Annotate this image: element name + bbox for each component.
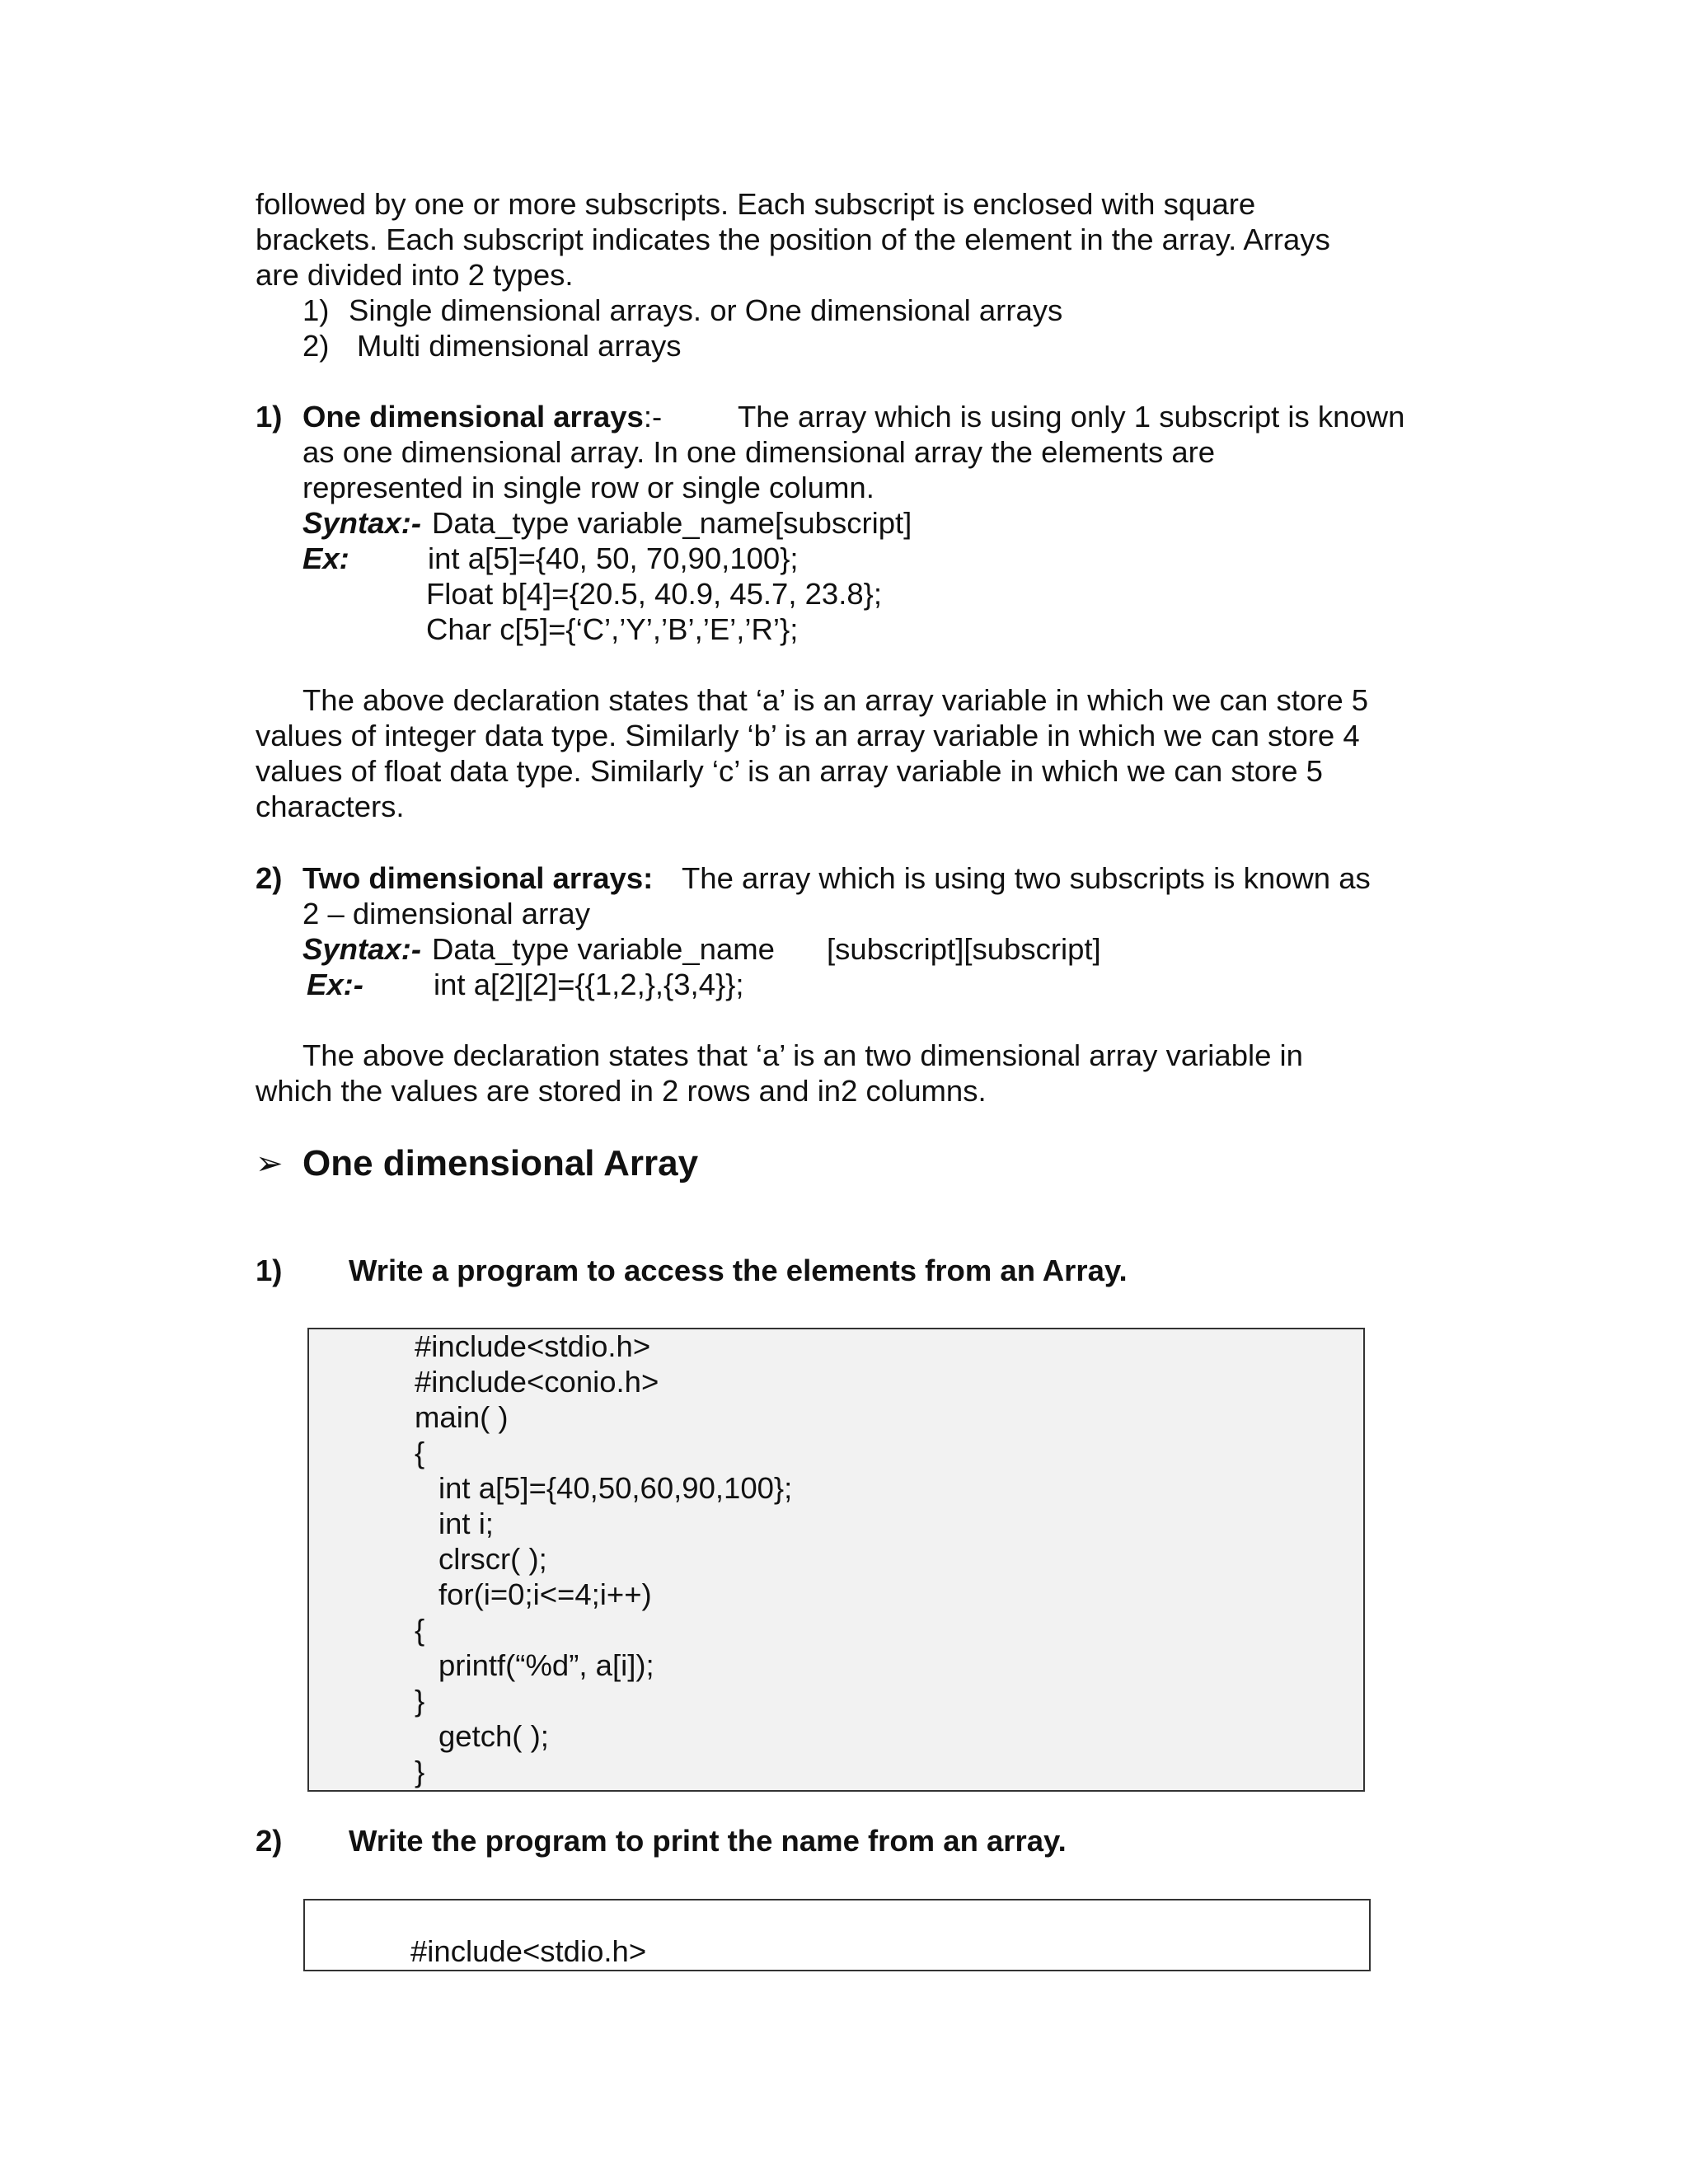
- section2-syntax-label: Syntax:-: [302, 932, 422, 966]
- intro-list-item-2: Multi dimensional arrays: [357, 329, 682, 363]
- intro-line-1: followed by one or more subscripts. Each subscript is enclosed with square: [256, 187, 1256, 221]
- code-line: main( ): [415, 1400, 509, 1434]
- section1-para-line-4: characters.: [256, 790, 405, 823]
- intro-list-num-2: 2): [302, 329, 330, 363]
- arrow-bullet-icon: ➢: [256, 1146, 284, 1182]
- section2-ex-label: Ex:-: [307, 968, 363, 1001]
- code-line: }: [415, 1684, 425, 1718]
- intro-line-3: are divided into 2 types.: [256, 258, 574, 292]
- section2-line-1: The array which is using two subscripts is known as: [682, 861, 1371, 895]
- section1-line-1: The array which is using only 1 subscript is known: [738, 400, 1405, 434]
- code-line: {: [415, 1436, 425, 1469]
- code-line: }: [415, 1755, 425, 1788]
- program2-title: Write the program to print the name from an array.: [349, 1824, 1067, 1858]
- code-line: getch( );: [438, 1719, 549, 1753]
- code-line: int i;: [438, 1507, 494, 1540]
- section1-example-1: int a[5]={40, 50, 70,90,100};: [428, 541, 799, 575]
- section2-example: int a[2][2]={{1,2,},{3,4}};: [434, 968, 744, 1001]
- section-heading: One dimensional Array: [302, 1143, 699, 1183]
- section2-number: 2): [256, 861, 283, 895]
- section1-syntax-label: Syntax:-: [302, 506, 422, 540]
- intro-list-item-1: Single dimensional arrays. or One dimensional arrays: [349, 293, 1063, 327]
- code-line: int a[5]={40,50,60,90,100};: [438, 1471, 793, 1505]
- code-line: #include<conio.h>: [415, 1365, 659, 1399]
- section1-example-2: Float b[4]={20.5, 40.9, 45.7, 23.8};: [426, 577, 883, 611]
- section1-title-suffix: :-: [643, 400, 663, 434]
- program1-title: Write a program to access the elements from an Array.: [349, 1254, 1128, 1287]
- section1-para-line-2: values of integer data type. Similarly ‘b’ is an array variable in which we can store 4: [256, 719, 1360, 752]
- code-line: #include<stdio.h>: [410, 1934, 647, 1968]
- code-line: clrscr( );: [438, 1542, 547, 1576]
- program1-number: 1): [256, 1254, 283, 1287]
- code-line: #include<stdio.h>: [415, 1329, 651, 1363]
- section2-para-line-2: which the values are stored in 2 rows and in2 columns.: [256, 1074, 987, 1108]
- program2-number: 2): [256, 1824, 283, 1858]
- code-line: printf(“%d”, a[i]);: [438, 1648, 654, 1682]
- code-line: for(i=0;i<=4;i++): [438, 1577, 652, 1611]
- section2-title: Two dimensional arrays:: [302, 861, 654, 895]
- intro-line-2: brackets. Each subscript indicates the position of the element in the array. Arrays: [256, 223, 1330, 256]
- section1-ex-label: Ex:: [302, 541, 349, 575]
- section1-line-2: as one dimensional array. In one dimensional array the elements are: [302, 435, 1216, 469]
- intro-list-num-1: 1): [302, 293, 330, 327]
- code-line: {: [415, 1613, 425, 1647]
- section1-para-line-1: The above declaration states that ‘a’ is an array variable in which we can store 5: [302, 683, 1369, 717]
- section1-title: One dimensional arrays: [302, 400, 644, 434]
- section2-syntax-text-1: Data_type variable_name: [432, 932, 775, 966]
- section1-para-line-3: values of float data type. Similarly ‘c’ is an array variable in which we can store 5: [256, 754, 1323, 788]
- section1-line-3: represented in single row or single column.: [302, 471, 874, 504]
- section2-line-2: 2 – dimensional array: [302, 897, 590, 930]
- section1-title-line: [302, 399, 662, 435]
- section1-example-3: Char c[5]={‘C’,’Y’,’B’,’E’,’R’};: [426, 612, 799, 646]
- section1-number: 1): [256, 400, 283, 434]
- section2-syntax-text-2: [subscript][subscript]: [827, 932, 1101, 966]
- section1-syntax-text: Data_type variable_name[subscript]: [432, 506, 912, 540]
- section2-para-line-1: The above declaration states that ‘a’ is an two dimensional array variable in: [302, 1038, 1303, 1072]
